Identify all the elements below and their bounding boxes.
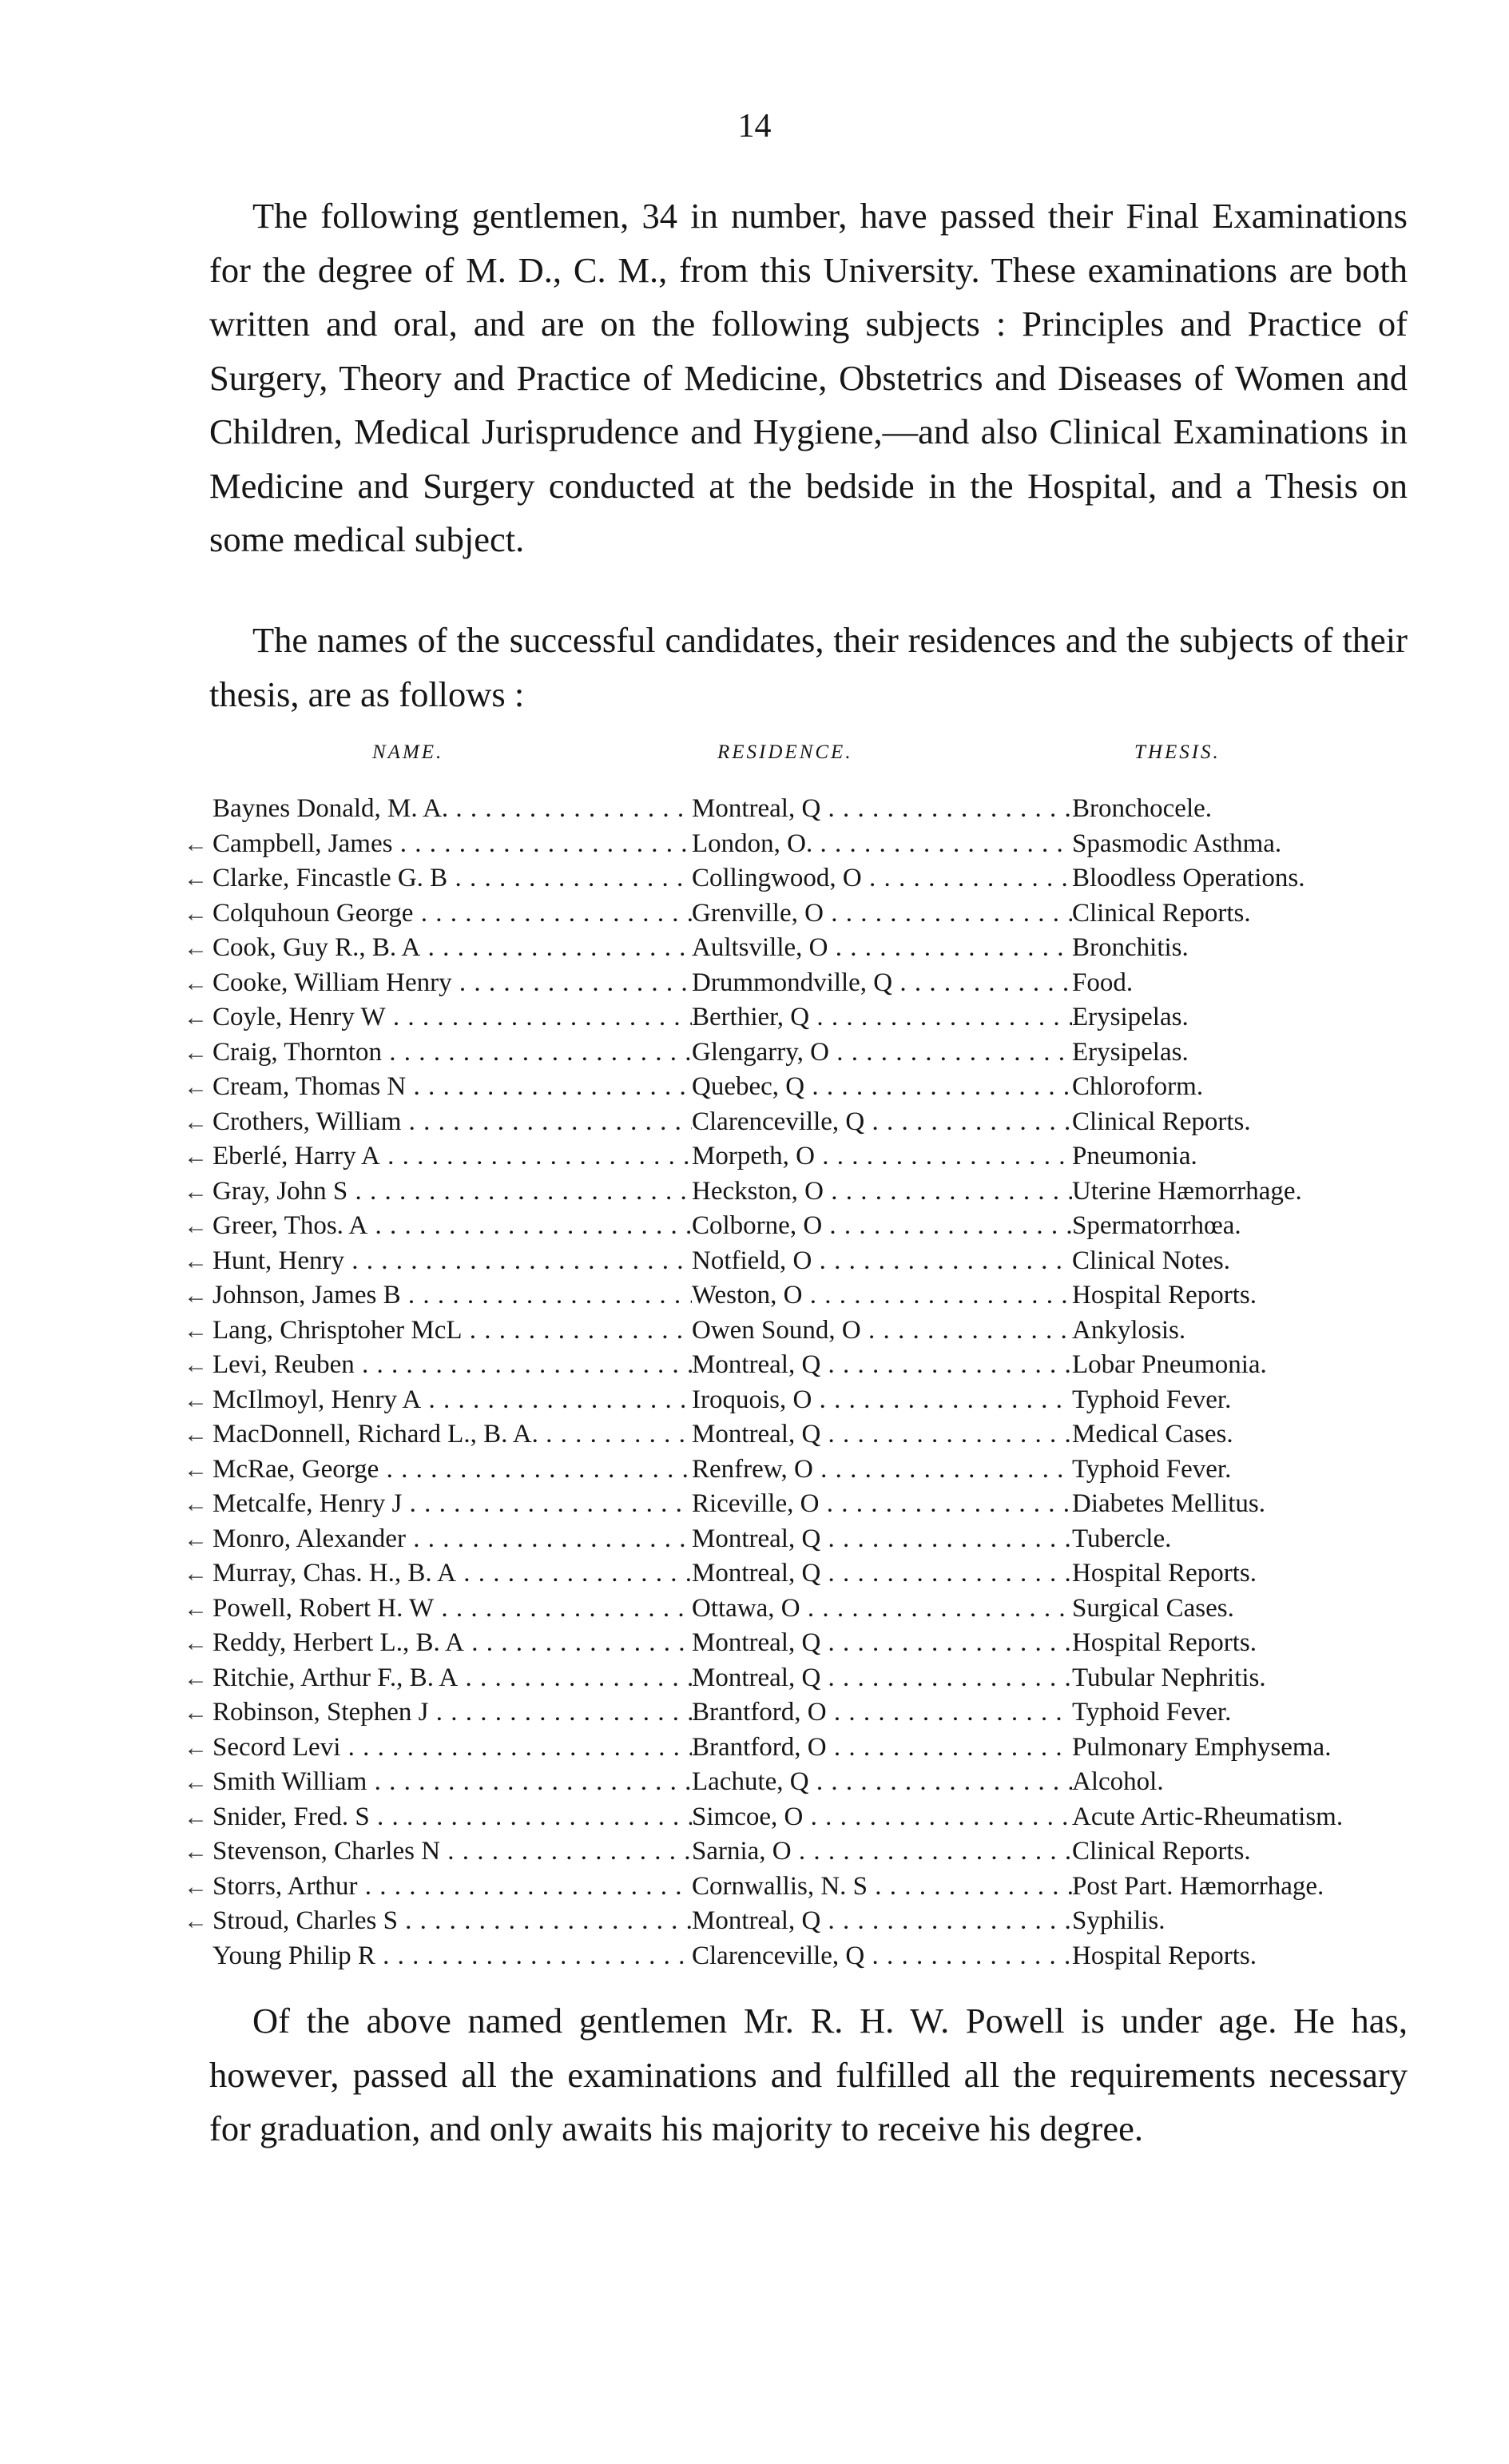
candidate-name: Campbell, James . . . (212, 827, 692, 862)
table-row (184, 827, 1415, 862)
candidate-thesis: Lobar Pneumonia. (1072, 1350, 1267, 1379)
names-intro-paragraph: The names of the successful candidates, their residences and the subjects of their thesis, are as follows : (209, 620, 1408, 714)
candidate-thesis: Clinical Reports. (1072, 1837, 1251, 1866)
table-row (184, 1348, 1415, 1383)
candidate-thesis: Hospital Reports. (1072, 1281, 1257, 1309)
candidate-residence: Berthier, Q . . . (692, 1000, 1072, 1035)
column-header-thesis: THESIS. (1134, 741, 1221, 763)
candidate-name: Young Philip R . . . (212, 1939, 692, 1974)
candidate-residence: Ottawa, O . . . (692, 1592, 1072, 1627)
table-row (184, 1592, 1415, 1627)
candidate-thesis: Medical Cases. (1072, 1420, 1233, 1449)
candidates-table (184, 792, 1415, 1973)
table-row (184, 1070, 1415, 1105)
candidate-thesis: Bronchocele. (1072, 794, 1213, 823)
candidate-residence: Heckston, O . . . (692, 1174, 1072, 1210)
check-mark-icon: ← (184, 900, 208, 927)
table-row (184, 1278, 1415, 1313)
table-row (184, 1765, 1415, 1800)
table-row (184, 1105, 1415, 1140)
candidate-residence: Renfrew, O . . . (692, 1453, 1072, 1488)
check-mark-icon: ← (184, 1769, 208, 1795)
table-row (184, 1695, 1415, 1731)
candidate-thesis: Tubular Nephritis. (1072, 1663, 1266, 1692)
candidate-name: Powell, Robert H. W . . . (212, 1592, 692, 1627)
check-mark-icon: ← (184, 935, 208, 961)
intro-paragraph: The following gentlemen, 34 in number, have passed their Final Examinations for the degree of M. D., C. M., from this University. These examinations are both written and oral, and are on the following subjects : Principles and Practice of Surgery, Theory and Practice of Medicine, Obstetrics and Diseases of Women and Children, Medical Jurisprudence and Hygiene,—and also Clinical Examinations in Medicine and Surgery conducted at the bedside in the Hospital, and a Thesis on some medical subject. (209, 196, 1408, 559)
candidate-thesis: Syphilis. (1072, 1906, 1166, 1935)
table-row (184, 1522, 1415, 1557)
candidate-residence: Montreal, Q . . . (692, 1417, 1072, 1453)
check-mark-icon: ← (184, 1004, 208, 1031)
candidate-name: Greer, Thos. A . . . (212, 1209, 692, 1244)
candidate-thesis: Typhoid Fever. (1072, 1698, 1232, 1727)
candidate-residence: Weston, O . . . (692, 1278, 1072, 1313)
candidate-residence: Colborne, O . . . (692, 1209, 1072, 1244)
check-mark-icon: ← (184, 1699, 208, 1726)
candidate-thesis: Tubercle. (1072, 1524, 1172, 1553)
candidate-residence: Clarenceville, Q . . . (692, 1939, 1072, 1974)
check-mark-icon: ← (184, 1560, 208, 1587)
candidate-name: Colquhoun George . . . (212, 896, 692, 932)
candidate-name: Craig, Thornton . . . (212, 1035, 692, 1071)
check-mark-icon: ← (184, 830, 208, 857)
candidate-thesis: Hospital Reports. (1072, 1559, 1257, 1588)
table-row (184, 1174, 1415, 1210)
candidate-residence: Lachute, Q . . . (692, 1765, 1072, 1800)
table-row (184, 1000, 1415, 1035)
candidate-residence: Aultsville, O . . . (692, 931, 1072, 966)
candidate-thesis: Spermatorrhœa. (1072, 1211, 1241, 1240)
candidate-residence: Grenville, O . . . (692, 896, 1072, 932)
candidate-name: McIlmoyl, Henry A . . . (212, 1383, 692, 1418)
candidate-thesis: Chloroform. (1072, 1072, 1204, 1101)
candidate-name: Secord Levi . . . (212, 1731, 692, 1766)
candidate-name: Storrs, Arthur . . . (212, 1870, 692, 1905)
candidate-name: Hunt, Henry . . . (212, 1244, 692, 1279)
candidate-name: Johnson, James B . . . (212, 1278, 692, 1313)
check-mark-icon: ← (184, 1282, 208, 1309)
candidate-name: Crothers, William . . . (212, 1105, 692, 1140)
candidate-name: Lang, Chrisptoher McL . . . (212, 1313, 692, 1349)
table-row (184, 966, 1415, 1001)
candidate-thesis: Post Part. Hæmorrhage. (1072, 1871, 1324, 1901)
candidate-name: Cooke, William Henry . . . (212, 966, 692, 1001)
check-mark-icon: ← (184, 1074, 208, 1100)
candidate-residence: Brantford, O . . . (692, 1731, 1072, 1766)
candidate-residence: Sarnia, O . . . (692, 1834, 1072, 1870)
candidate-name: Reddy, Herbert L., B. A . . . (212, 1626, 692, 1661)
candidate-thesis: Clinical Reports. (1072, 898, 1251, 928)
check-mark-icon: ← (184, 1143, 208, 1170)
candidate-residence: Simcoe, O . . . (692, 1800, 1072, 1835)
check-mark-icon: ← (184, 1630, 208, 1656)
candidate-thesis: Ankylosis. (1072, 1315, 1186, 1345)
candidate-residence: Iroquois, O . . . (692, 1383, 1072, 1418)
table-row (184, 1904, 1415, 1939)
candidate-thesis: Uterine Hæmorrhage. (1072, 1176, 1302, 1206)
candidate-name: Murray, Chas. H., B. A . . . (212, 1556, 692, 1592)
check-mark-icon: ← (184, 1734, 208, 1761)
check-mark-icon: ← (184, 1873, 208, 1900)
candidate-thesis: Typhoid Fever. (1072, 1454, 1232, 1484)
candidate-residence: Collingwood, O . . . (692, 861, 1072, 896)
candidate-residence: Montreal, Q . . . (692, 1904, 1072, 1939)
check-mark-icon: ← (184, 1039, 208, 1066)
candidate-residence: Clarenceville, Q . . . (692, 1105, 1072, 1140)
candidate-residence: Montreal, Q . . . (692, 1626, 1072, 1661)
closing-paragraph: Of the above named gentlemen Mr. R. H. W. Powell is under age. He has, however, passed all the examinations and fulfilled all the requirements necessary for graduation, and only awaits his majority to receive his degree. (209, 2001, 1408, 2148)
candidate-name: McRae, George . . . (212, 1453, 692, 1488)
table-row (184, 1556, 1415, 1592)
table-row (184, 1139, 1415, 1174)
check-mark-icon: ← (184, 969, 208, 996)
candidate-thesis: Bloodless Operations. (1072, 864, 1305, 892)
table-row (184, 896, 1415, 932)
candidate-name: Snider, Fred. S . . . (212, 1800, 692, 1835)
column-header-name: NAME. (372, 741, 444, 763)
candidate-residence: Quebec, Q . . . (692, 1070, 1072, 1105)
table-row (212, 792, 1415, 827)
candidate-residence: Brantford, O . . . (692, 1695, 1072, 1731)
candidate-name: Cook, Guy R., B. A . . . (212, 931, 692, 966)
table-row (184, 861, 1415, 896)
check-mark-icon: ← (184, 1108, 208, 1135)
candidate-residence: Cornwallis, N. S . . . (692, 1870, 1072, 1905)
candidate-residence: London, O. . . . (692, 827, 1072, 862)
candidate-residence: Montreal, Q . . . (692, 1661, 1072, 1696)
candidate-thesis: Pneumonia. (1072, 1142, 1197, 1170)
check-mark-icon: ← (184, 1178, 208, 1205)
candidate-thesis: Surgical Cases. (1072, 1593, 1234, 1623)
candidate-residence: Glengarry, O . . . (692, 1035, 1072, 1071)
candidate-residence: Montreal, Q . . . (692, 1556, 1072, 1592)
table-row (184, 1626, 1415, 1661)
candidate-thesis: Bronchitis. (1072, 933, 1189, 962)
table-row (212, 1939, 1415, 1974)
page-number: 14 (737, 108, 772, 145)
check-mark-icon: ← (184, 1247, 208, 1274)
check-mark-icon: ← (184, 1525, 208, 1552)
candidate-name: MacDonnell, Richard L., B. A. . . . (212, 1417, 692, 1453)
candidate-thesis: Erysipelas. (1072, 1003, 1189, 1031)
candidate-name: Robinson, Stephen J . . . (212, 1695, 692, 1731)
candidate-thesis: Spasmodic Asthma. (1072, 829, 1282, 858)
candidate-residence: Morpeth, O . . . (692, 1139, 1072, 1174)
table-row (184, 1417, 1415, 1453)
candidate-residence: Notfield, O . . . (692, 1244, 1072, 1279)
check-mark-icon: ← (184, 1595, 208, 1622)
candidate-thesis: Clinical Notes. (1072, 1246, 1230, 1275)
candidate-name: Metcalfe, Henry J . . . (212, 1487, 692, 1522)
candidate-thesis: Hospital Reports. (1072, 1628, 1257, 1657)
check-mark-icon: ← (184, 1421, 208, 1448)
table-row (184, 1870, 1415, 1905)
table-row (184, 1731, 1415, 1766)
check-mark-icon: ← (184, 1664, 208, 1691)
table-row (184, 1244, 1415, 1279)
candidate-thesis: Pulmonary Emphysema. (1072, 1732, 1332, 1762)
candidate-name: Levi, Reuben . . . (212, 1348, 692, 1383)
table-row (184, 1800, 1415, 1835)
check-mark-icon: ← (184, 1456, 208, 1483)
table-row (184, 1383, 1415, 1418)
candidate-name: Stroud, Charles S . . . (212, 1904, 692, 1939)
candidate-name: Coyle, Henry W . . . (212, 1000, 692, 1035)
check-mark-icon: ← (184, 1908, 208, 1934)
check-mark-icon: ← (184, 1352, 208, 1378)
candidate-thesis: Hospital Reports. (1072, 1941, 1257, 1970)
table-row (184, 1661, 1415, 1696)
candidate-thesis: Acute Artic-Rheumatism. (1072, 1802, 1344, 1831)
candidate-thesis: Typhoid Fever. (1072, 1385, 1232, 1414)
column-header-residence: RESIDENCE. (717, 741, 853, 763)
candidate-thesis: Food. (1072, 968, 1134, 997)
table-row (184, 1834, 1415, 1870)
candidate-name: Cream, Thomas N . . . (212, 1070, 692, 1105)
check-mark-icon: ← (184, 1803, 208, 1830)
candidate-residence: Riceville, O . . . (692, 1487, 1072, 1522)
table-row (184, 1487, 1415, 1522)
candidate-thesis: Erysipelas. (1072, 1037, 1189, 1067)
candidate-residence: Montreal, Q . . . (692, 1522, 1072, 1557)
table-row (184, 1209, 1415, 1244)
table-row (184, 1313, 1415, 1349)
table-row (184, 1035, 1415, 1071)
check-mark-icon: ← (184, 1386, 208, 1413)
table-row (184, 1453, 1415, 1488)
candidate-name: Smith William . . . (212, 1765, 692, 1800)
candidate-name: Clarke, Fincastle G. B . . . (212, 861, 692, 896)
candidate-name: Ritchie, Arthur F., B. A . . . (212, 1661, 692, 1696)
candidate-residence: Owen Sound, O . . . (692, 1313, 1072, 1349)
check-mark-icon: ← (184, 1213, 208, 1239)
candidate-residence: Drummondville, Q . . . (692, 966, 1072, 1001)
candidate-name: Stevenson, Charles N . . . (212, 1834, 692, 1870)
candidate-residence: Montreal, Q . . . (692, 792, 1072, 827)
check-mark-icon: ← (184, 1317, 208, 1344)
candidate-name: Baynes Donald, M. A. . . . (212, 792, 692, 827)
check-mark-icon: ← (184, 1838, 208, 1865)
candidate-name: Gray, John S . . . (212, 1174, 692, 1210)
candidate-residence: Montreal, Q . . . (692, 1348, 1072, 1383)
candidate-thesis: Diabetes Mellitus. (1072, 1489, 1265, 1518)
candidate-name: Eberlé, Harry A . . . (212, 1139, 692, 1174)
table-row (184, 931, 1415, 966)
candidate-thesis: Alcohol. (1072, 1767, 1164, 1796)
check-mark-icon: ← (184, 1491, 208, 1517)
candidate-thesis: Clinical Reports. (1072, 1107, 1251, 1136)
candidate-name: Monro, Alexander . . . (212, 1522, 692, 1557)
check-mark-icon: ← (184, 865, 208, 892)
